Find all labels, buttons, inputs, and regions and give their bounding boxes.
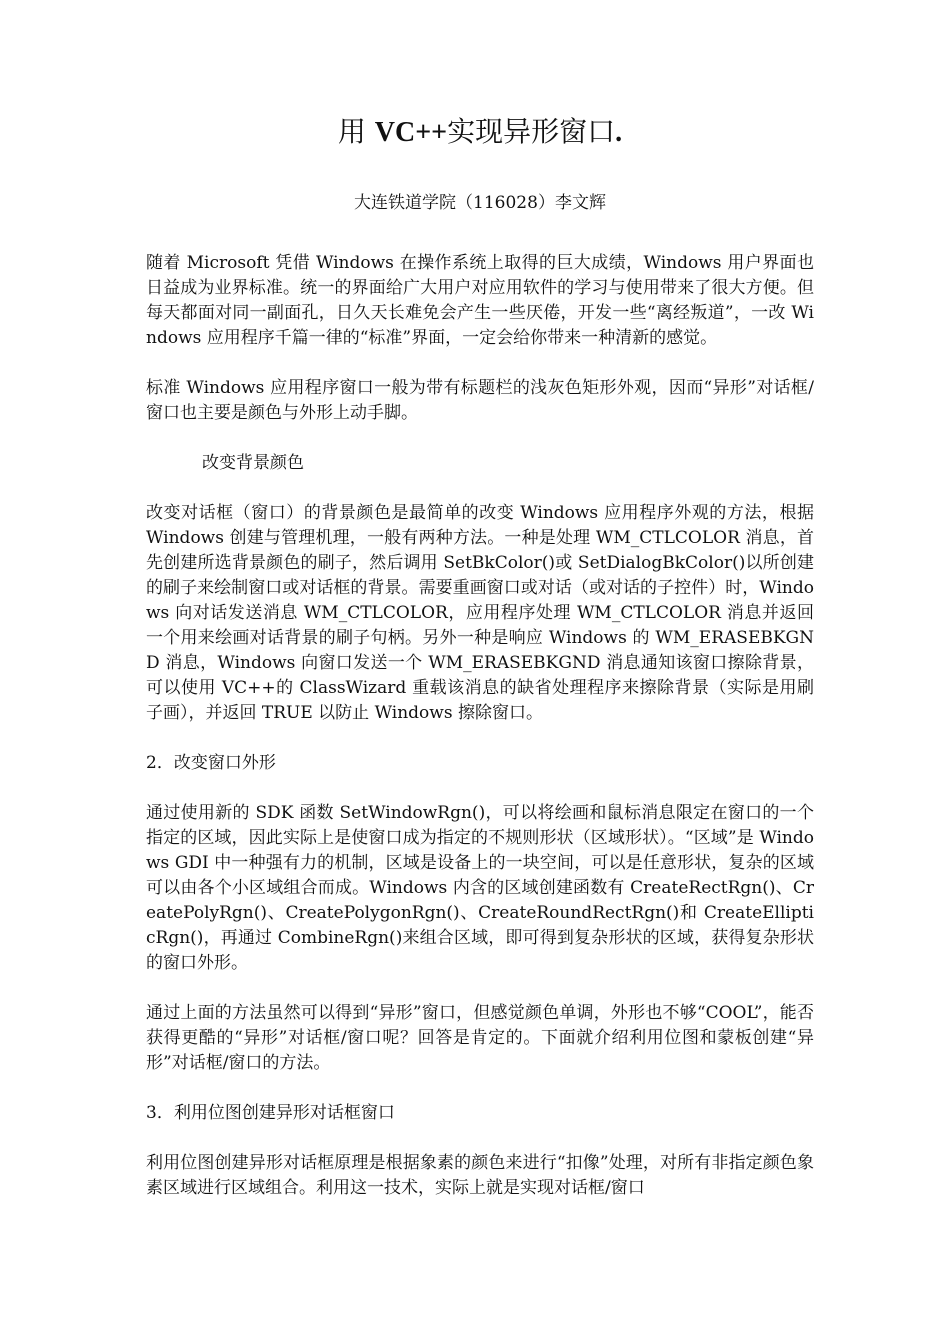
paragraph-bitmap-principle: 利用位图创建异形对话框原理是根据象素的颜色来进行“扣像”处理，对所有非指定颜色象素区域进行区域组合。利用这一技术，实际上就是实现对话框/窗口 <box>146 1153 814 1198</box>
paragraph-cool-shape: 通过上面的方法虽然可以得到“异形”窗口，但感觉颜色单调，外形也不够“COOL”，能否获得更酷的“异形”对话框/窗口呢？回答是肯定的。下面就介绍利用位图和蒙板创建“异形”对话框/窗口的方法。 <box>146 1003 814 1073</box>
section-heading-window-shape: 2．改变窗口外形 <box>146 753 276 773</box>
title-bold: VC++ <box>374 117 448 148</box>
paragraph-intro: 随着 Microsoft 凭借 Windows 在操作系统上取得的巨大成绩，Windows 用户界面也日益成为业界标准。统一的界面给广大用户对应用软件的学习与使用带来了很大方便。但每天都面对同一副面孔，日久天长难免会产生一些厌倦，开发一些“离经叛道”，一改 Windows 应用程序千篇一律的“标准”界面，一定会给你带来一种清新的感觉。 <box>146 253 814 348</box>
paragraph-window-region: 通过使用新的 SDK 函数 SetWindowRgn()，可以将绘画和鼠标消息限定在窗口的一个指定的区域，因此实际上是使窗口成为指定的不规则形状（区域形状）。“区域”是 Windows GDI 中一种强有力的机制，区域是设备上的一块空间，可以是任意形状，复杂的区域可以由各个小区域组合而成。Windows 内含的区域创建函数有 CreateRectRgn()、CreatePolyRgn()、CreatePolygonRgn()、CreateRoundRectRgn()和 CreateEllipticRgn()，再通过 CombineRgn()来组合区域，即可得到复杂形状的区域，获得复杂形状的窗口外形。 <box>146 803 814 973</box>
paragraph-background-color: 改变对话框（窗口）的背景颜色是最简单的改变 Windows 应用程序外观的方法，根据 Windows 创建与管理机理，一般有两种方法。一种是处理 WM_CTLCOLOR 消息，首先创建所选背景颜色的刷子，然后调用 SetBkColor()或 SetDialogBkColor()以所创建的刷子来绘制窗口或对话框的背景。需要重画窗口或对话（或对话的子控件）时，Windows 向对话发送消息 WM_CTLCOLOR，应用程序处理 WM_CTLCOLOR 消息并返回一个用来绘画对话背景的刷子句柄。另外一种是响应 Windows 的 WM_ERASEBKGND 消息，Windows 向窗口发送一个 WM_ERASEBKGND 消息通知该窗口擦除背景，可以使用 VC++的 ClassWizard 重载该消息的缺省处理程序来擦除背景（实际是用刷子画），并返回 TRUE 以防止 Windows 擦除窗口。 <box>146 503 814 723</box>
document-page <box>146 100 814 1201</box>
paragraph-standard-window: 标准 Windows 应用程序窗口一般为带有标题栏的浅灰色矩形外观，因而“异形”对话框/窗口也主要是颜色与外形上动手脚。 <box>146 378 814 423</box>
author-line: 大连铁道学院（116028）李文辉 <box>354 193 606 213</box>
section-heading-bitmap: 3．利用位图创建异形对话框窗口 <box>146 1103 395 1123</box>
section-heading-background: 改变背景颜色 <box>202 453 304 473</box>
title-prefix: 用 <box>337 115 375 148</box>
document-title <box>146 112 814 153</box>
title-end: . <box>615 117 623 148</box>
title-suffix: 实现异形窗口 <box>447 115 616 148</box>
